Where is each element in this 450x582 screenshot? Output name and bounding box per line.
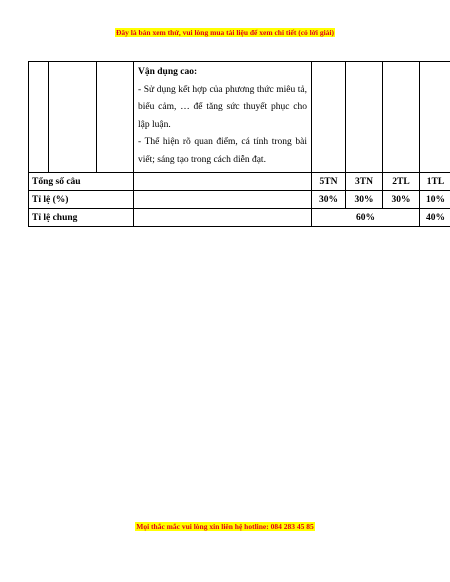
overall-ratio-row [29,209,450,227]
description-line: - Sử dụng kết hợp của phương thức miêu tả, biểu cảm, … để tăng sức thuyết phục cho lập luận. [138,84,307,130]
hotline-banner [0,522,450,531]
empty-cell [97,62,134,173]
percent-value: 10% [420,191,450,209]
total-value: 2TL [383,173,420,191]
total-questions-label: Tổng số câu [29,173,134,191]
percent-label: Tỉ lệ (%) [29,191,134,209]
total-value: 1TL [420,173,450,191]
empty-cell [346,62,383,173]
total-value: 3TN [346,173,383,191]
overall-ratio-label: Tỉ lệ chung [29,209,134,227]
description-row [29,62,450,173]
level-title: Vận dụng cao: [138,67,198,77]
percent-row [29,191,450,209]
description-line: - Thể hiện rõ quan điểm, cá tính trong bài viết; sáng tạo trong cách diễn đạt. [138,137,307,165]
overall-value: 60% [312,209,420,227]
empty-cell [420,62,450,173]
empty-cell [29,62,49,173]
empty-cell [134,209,312,227]
total-value: 5TN [312,173,346,191]
empty-cell [134,191,312,209]
empty-cell [49,62,97,173]
hotline-text: Mọi thắc mắc vui lòng xin liên hệ hotline: 084 283 45 85 [136,522,314,531]
percent-value: 30% [383,191,420,209]
preview-notice-text: Đây là bản xem thử, vui lòng mua tài liệu để xem chi tiết (có lời giải) [115,28,335,37]
exam-matrix-table [28,61,450,227]
level-description-cell [134,62,312,173]
preview-notice-banner [0,28,450,37]
empty-cell [134,173,312,191]
empty-cell [383,62,420,173]
overall-value: 40% [420,209,450,227]
percent-value: 30% [346,191,383,209]
total-questions-row [29,173,450,191]
empty-cell [312,62,346,173]
percent-value: 30% [312,191,346,209]
